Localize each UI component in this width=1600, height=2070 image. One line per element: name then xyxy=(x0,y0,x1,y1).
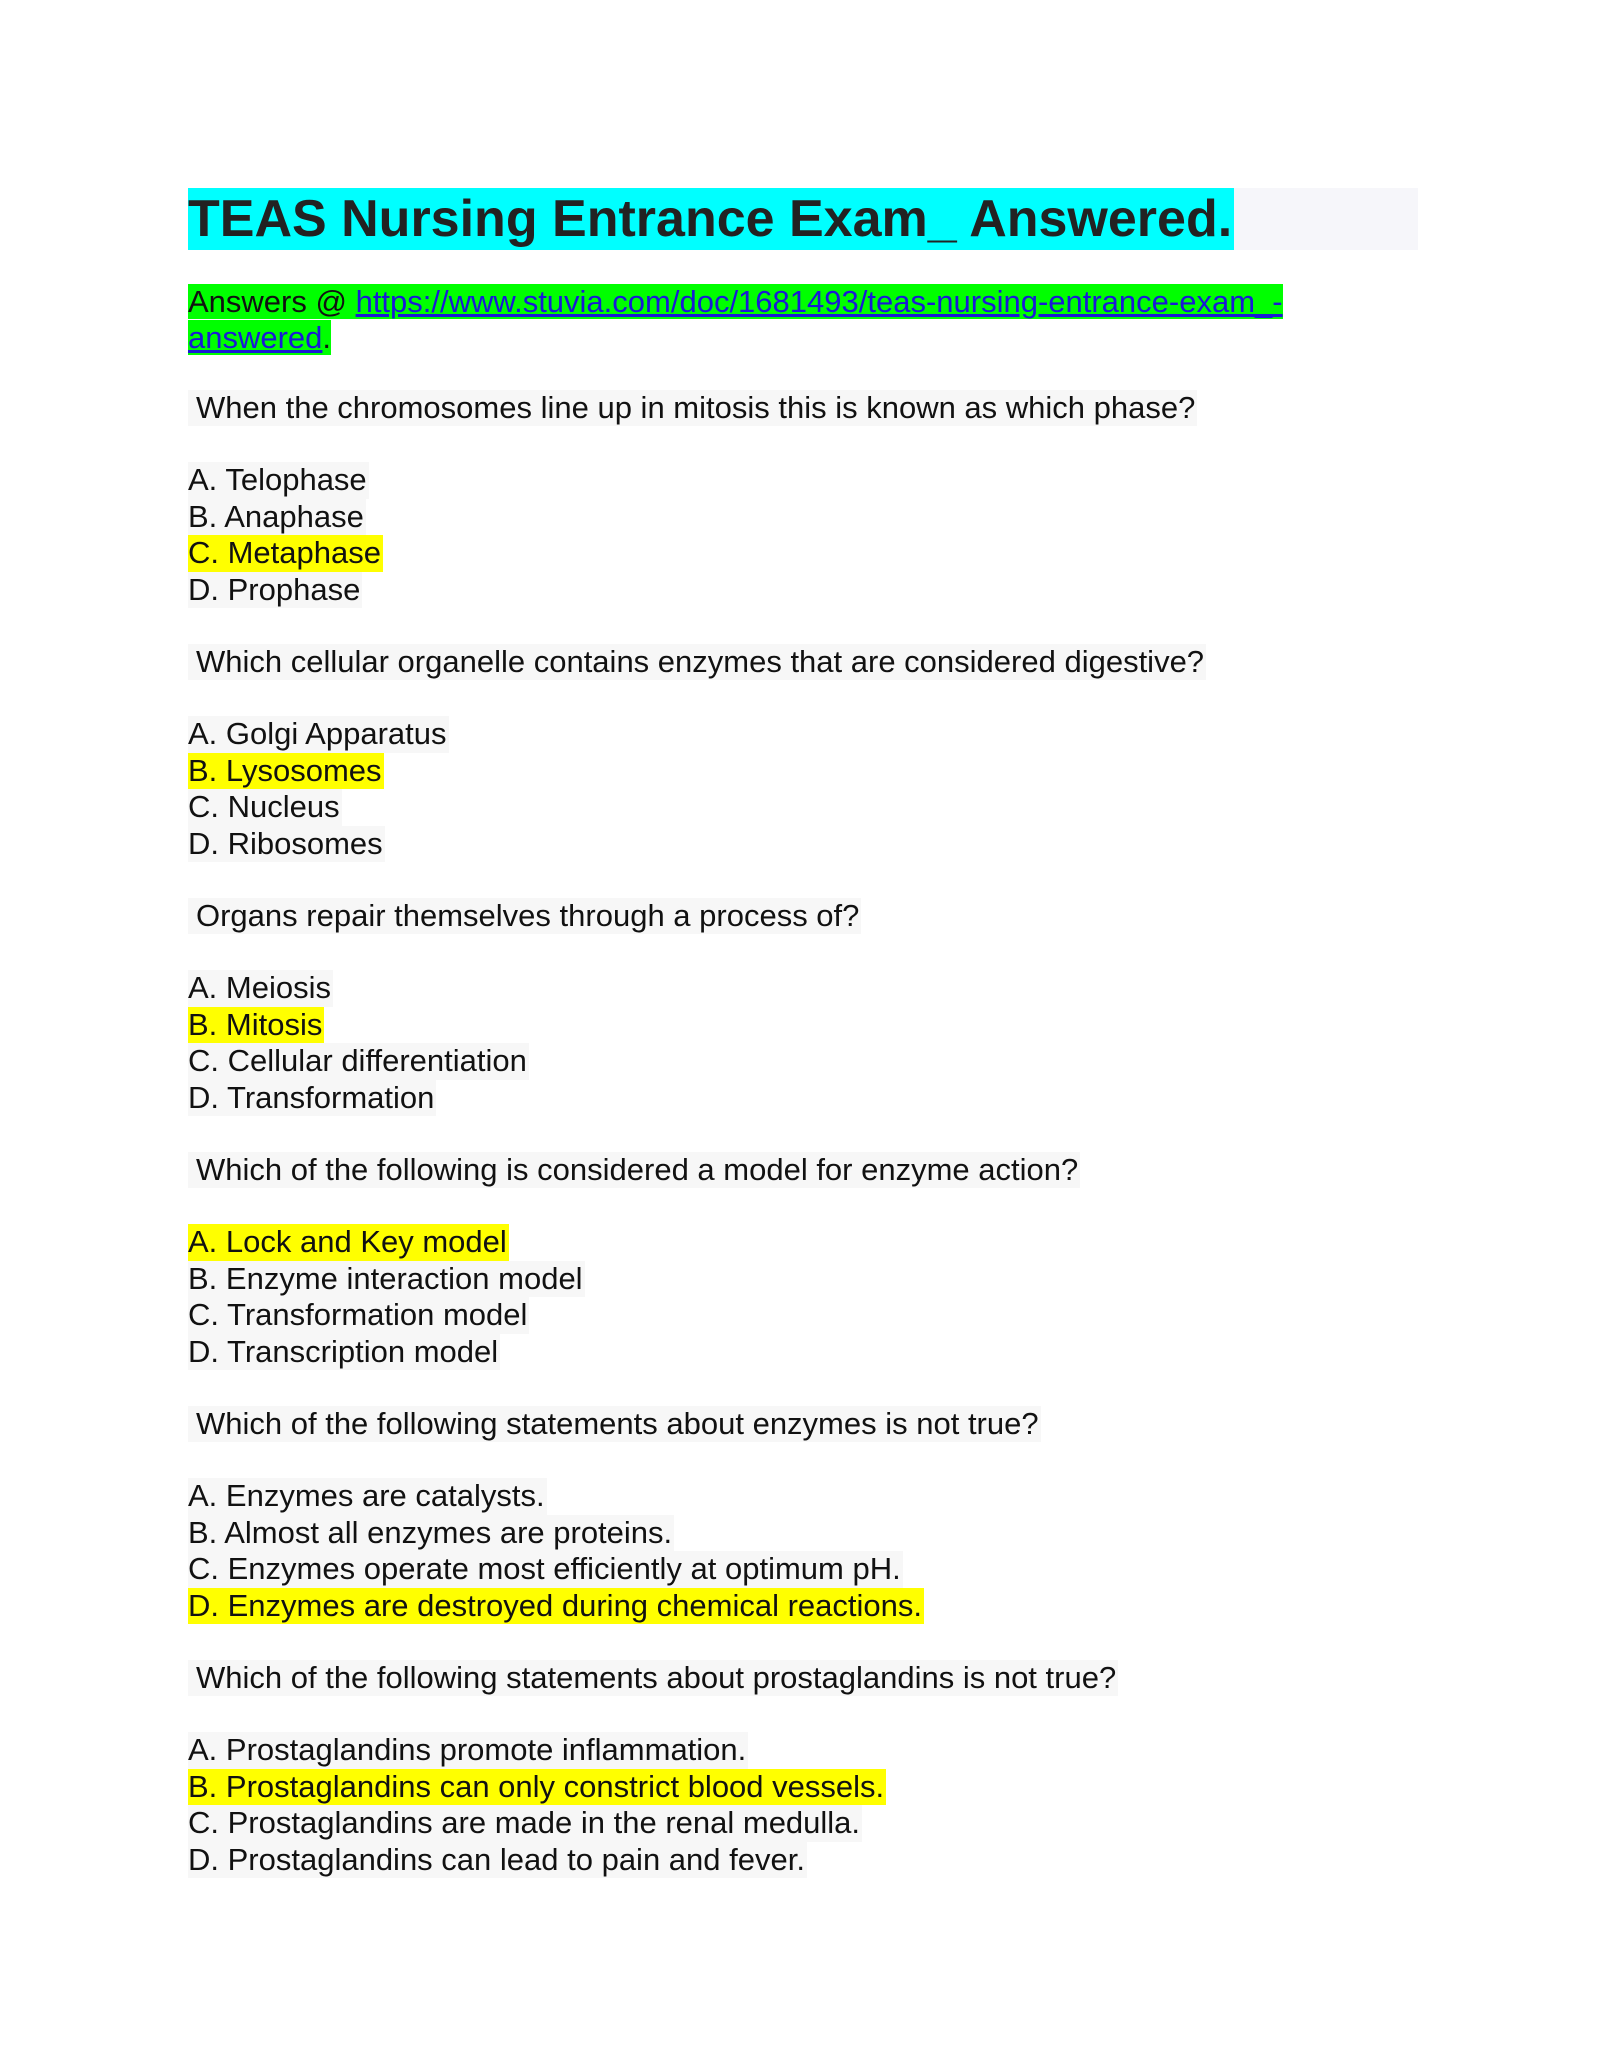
answers-link-line2: answered xyxy=(188,320,323,355)
option-text: A. Prostaglandins promote inflammation. xyxy=(188,1732,747,1767)
option-text: D. Enzymes are destroyed during chemical reactions. xyxy=(188,1587,922,1623)
question-2 xyxy=(188,644,1418,680)
question-6 xyxy=(188,1660,1418,1696)
question-text: Organs repair themselves through a process of? xyxy=(188,898,861,934)
answers-suffix: . xyxy=(322,320,332,355)
option-text: B. Prostaglandins can only constrict blood vessels. xyxy=(188,1768,885,1804)
option-text: A. Lock and Key model xyxy=(188,1224,507,1259)
option-text: D. Transformation xyxy=(188,1079,435,1115)
option xyxy=(188,716,1418,753)
option-text: A. Enzymes are catalysts. xyxy=(188,1478,545,1513)
option xyxy=(188,572,1418,609)
question-text: When the chromosomes line up in mitosis this is known as which phase? xyxy=(188,390,1197,426)
option xyxy=(188,826,1418,863)
question-block-6 xyxy=(188,1660,1418,1878)
option-text: D. Prostaglandins can lead to pain and fever. xyxy=(188,1841,805,1877)
option-text: B. Anaphase xyxy=(188,498,364,534)
options-6 xyxy=(188,1732,1418,1878)
option xyxy=(188,1551,1418,1588)
answers-link-line1: https://www.stuvia.com/doc/1681493/teas-nursing-entrance-exam_- xyxy=(355,284,1283,319)
question-block-4 xyxy=(188,1152,1418,1370)
option-text: C. Enzymes operate most efficiently at optimum pH. xyxy=(188,1551,901,1586)
question-1 xyxy=(188,390,1418,426)
question-list xyxy=(188,390,1418,1878)
document-title: TEAS Nursing Entrance Exam_ Answered. xyxy=(188,190,1233,248)
option xyxy=(188,970,1418,1007)
option-text: C. Transformation model xyxy=(188,1297,528,1332)
options-1 xyxy=(188,462,1418,608)
options-3 xyxy=(188,970,1418,1116)
question-text: Which of the following is considered a model for enzyme action? xyxy=(188,1152,1080,1188)
document-page xyxy=(188,188,1418,1914)
option xyxy=(188,1478,1418,1515)
option-correct xyxy=(188,1224,1418,1261)
option xyxy=(188,1334,1418,1371)
question-block-5 xyxy=(188,1406,1418,1624)
answers-prefix: Answers @ xyxy=(188,284,356,319)
option-correct xyxy=(188,1007,1418,1044)
option-text: C. Prostaglandins are made in the renal medulla. xyxy=(188,1805,861,1840)
option xyxy=(188,1515,1418,1552)
option-correct xyxy=(188,1588,1418,1625)
option-correct xyxy=(188,1769,1418,1806)
option-text: D. Prophase xyxy=(188,571,361,607)
option-text: B. Almost all enzymes are proteins. xyxy=(188,1514,673,1550)
question-text: Which of the following statements about prostaglandins is not true? xyxy=(188,1660,1118,1696)
option xyxy=(188,1043,1418,1080)
question-text: Which cellular organelle contains enzymes that are considered digestive? xyxy=(188,644,1206,680)
question-text: Which of the following statements about enzymes is not true? xyxy=(188,1406,1041,1442)
question-block-3 xyxy=(188,898,1418,1116)
option-correct xyxy=(188,753,1418,790)
option-text: D. Transcription model xyxy=(188,1333,499,1369)
option xyxy=(188,1261,1418,1298)
option xyxy=(188,1842,1418,1879)
question-4 xyxy=(188,1152,1418,1188)
option-text: B. Mitosis xyxy=(188,1006,323,1042)
answers-line xyxy=(188,284,1418,356)
option-text: A. Golgi Apparatus xyxy=(188,716,447,751)
question-3 xyxy=(188,898,1418,934)
option xyxy=(188,789,1418,826)
option xyxy=(188,1732,1418,1769)
option-text: C. Cellular differentiation xyxy=(188,1043,527,1078)
option-text: B. Lysosomes xyxy=(188,752,382,788)
options-2 xyxy=(188,716,1418,862)
option-correct xyxy=(188,535,1418,572)
option-text: A. Meiosis xyxy=(188,970,331,1005)
option xyxy=(188,462,1418,499)
option-text: C. Nucleus xyxy=(188,789,340,824)
title-row xyxy=(188,188,1418,250)
option xyxy=(188,1297,1418,1334)
option-text: A. Telophase xyxy=(188,462,367,497)
question-block-1 xyxy=(188,390,1418,608)
options-4 xyxy=(188,1224,1418,1370)
option xyxy=(188,499,1418,536)
option-text: C. Metaphase xyxy=(188,535,381,570)
option-text: D. Ribosomes xyxy=(188,825,383,861)
options-5 xyxy=(188,1478,1418,1624)
option xyxy=(188,1080,1418,1117)
option-text: B. Enzyme interaction model xyxy=(188,1260,583,1296)
question-5 xyxy=(188,1406,1418,1442)
option xyxy=(188,1805,1418,1842)
question-block-2 xyxy=(188,644,1418,862)
answers-highlight xyxy=(188,284,1283,355)
